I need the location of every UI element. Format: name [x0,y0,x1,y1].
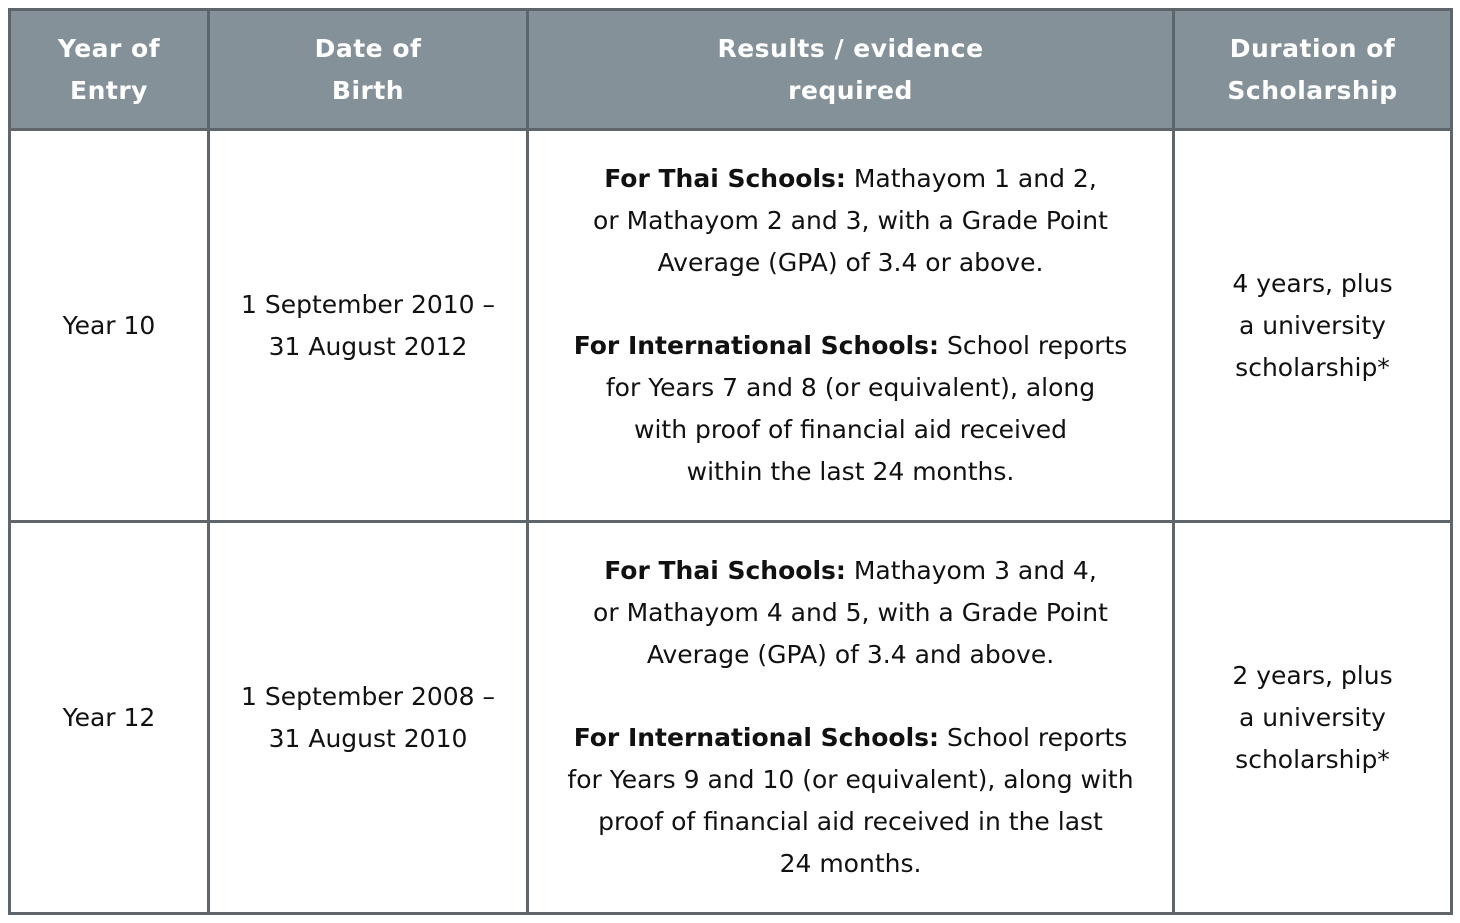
column-header-line: Year of [57,33,161,63]
requirement-line: Average (GPA) of 3.4 or above. [657,248,1044,277]
requirement-line: 24 months. [779,849,922,878]
year-of-entry-value: Year 10 [62,310,156,340]
thai-schools-requirement [539,158,1162,284]
column-header-line: Results / evidence [717,33,984,63]
column-header-results-evidence [528,10,1174,130]
requirement-line: or Mathayom 2 and 3, with a Grade Point [593,206,1108,235]
duration-line: 4 years, plus [1232,268,1393,298]
year-of-entry-cell [10,522,209,914]
column-header-line: Date of [314,33,422,63]
requirement-line [539,717,1162,759]
duration-line: a university [1239,310,1386,340]
date-of-birth-line: 1 September 2010 – [240,289,496,319]
requirement-line: proof of financial aid received in the last [598,807,1103,836]
thai-schools-label: For Thai Schools: [604,556,846,585]
column-header-line: required [788,75,913,105]
table-row [10,130,1452,522]
date-of-birth-line: 1 September 2008 – [240,681,496,711]
results-evidence-cell [528,522,1174,914]
requirement-text: School reports [939,331,1128,360]
requirement-text: School reports [939,723,1128,752]
duration-line: 2 years, plus [1232,660,1393,690]
column-header-year-of-entry [10,10,209,130]
column-header-line: Scholarship [1227,75,1398,105]
date-of-birth-line: 31 August 2012 [268,331,468,361]
year-of-entry-value: Year 12 [62,702,156,732]
requirement-line [539,158,1162,200]
international-schools-label: For International Schools: [573,331,940,360]
header-row [10,10,1452,130]
international-schools-requirement [539,325,1162,493]
requirement-line: for Years 9 and 10 (or equivalent), along with [567,765,1134,794]
requirement-line: with proof of financial aid received [634,415,1067,444]
results-evidence-cell [528,130,1174,522]
column-header-date-of-birth [209,10,528,130]
requirement-line [539,325,1162,367]
date-of-birth-line: 31 August 2010 [268,723,468,753]
international-schools-label: For International Schools: [573,723,940,752]
column-header-line: Entry [70,75,148,105]
duration-line: scholarship* [1235,744,1390,774]
thai-schools-requirement [539,550,1162,676]
column-header-line: Birth [331,75,405,105]
scholarship-eligibility-table [8,8,1453,915]
international-schools-requirement [539,717,1162,885]
date-of-birth-cell [209,522,528,914]
year-of-entry-cell [10,130,209,522]
duration-cell [1174,130,1452,522]
requirement-line: within the last 24 months. [686,457,1015,486]
requirement-line: for Years 7 and 8 (or equivalent), along [605,373,1096,402]
requirement-text: Mathayom 1 and 2, [845,164,1097,193]
date-of-birth-cell [209,130,528,522]
requirement-line: or Mathayom 4 and 5, with a Grade Point [593,598,1108,627]
duration-line: scholarship* [1235,352,1390,382]
requirement-text: Mathayom 3 and 4, [845,556,1097,585]
requirement-line [539,550,1162,592]
column-header-duration [1174,10,1452,130]
requirement-line: Average (GPA) of 3.4 and above. [646,640,1055,669]
column-header-line: Duration of [1229,33,1396,63]
table-row [10,522,1452,914]
thai-schools-label: For Thai Schools: [604,164,846,193]
duration-cell [1174,522,1452,914]
duration-line: a university [1239,702,1386,732]
scholarship-eligibility-table-wrapper [8,8,1450,913]
